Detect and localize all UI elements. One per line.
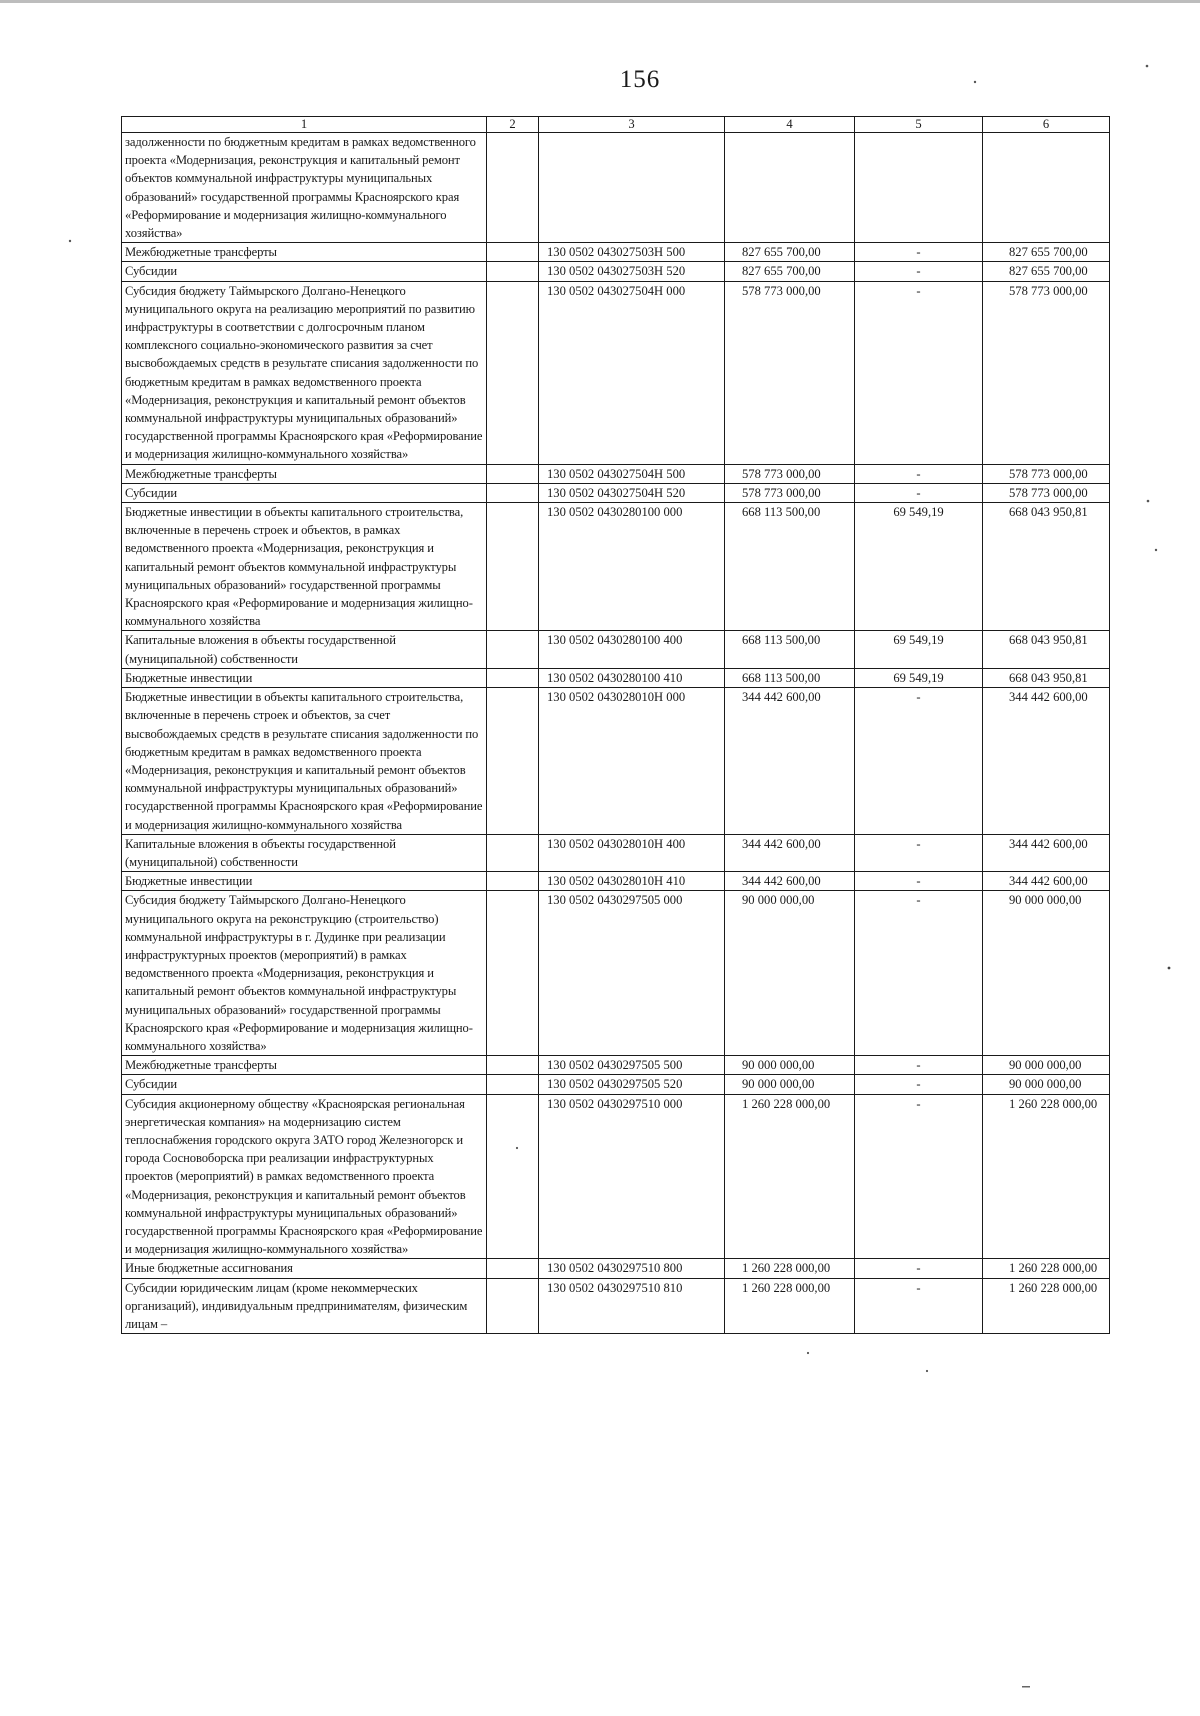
amount-cell [725,133,855,243]
column-header: 3 [539,117,725,133]
budget-code-cell: 130 0502 043027504Н 520 [539,483,725,502]
budget-code-cell [539,133,725,243]
row-name-cell: Бюджетные инвестиции [122,668,487,687]
column-2-cell [487,872,539,891]
amount-cell: 90 000 000,00 [725,1056,855,1075]
total-cell: 668 043 950,81 [983,631,1110,668]
budget-code-cell: 130 0502 0430280100 000 [539,503,725,631]
change-cell: 69 549,19 [855,668,983,687]
budget-code-cell: 130 0502 0430297505 000 [539,891,725,1056]
row-name-cell: Субсидии [122,483,487,502]
budget-code-cell: 130 0502 0430297510 800 [539,1259,725,1278]
table-row [122,483,1110,502]
amount-cell: 90 000 000,00 [725,1075,855,1094]
column-2-cell [487,133,539,243]
total-cell: 344 442 600,00 [983,688,1110,835]
table-body [122,133,1110,1334]
column-header: 6 [983,117,1110,133]
column-2-cell [487,891,539,1056]
amount-cell: 344 442 600,00 [725,834,855,871]
column-2-cell [487,483,539,502]
row-name-cell: Иные бюджетные ассигнования [122,1259,487,1278]
scan-top-edge [0,0,1200,3]
change-cell: - [855,872,983,891]
table-row [122,1259,1110,1278]
row-name-cell: Бюджетные инвестиции в объекты капитального строительства, включенные в перечень строек и объектов, в рамках ведомственного проекта «Модернизация, реконструкция и капитальный ремонт объектов коммунальной инфраструктуры муниципальных образований» государственной программы Красноярского края «Реформирование и модернизация жилищно-коммунального хозяйства [122,503,487,631]
column-2-cell [487,503,539,631]
table-row [122,1056,1110,1075]
budget-code-cell: 130 0502 043027503Н 500 [539,243,725,262]
row-name-cell: Субсидии юридическим лицам (кроме некоммерческих организаций), индивидуальным предпринимателям, физическим лицам – [122,1278,487,1334]
column-header: 4 [725,117,855,133]
table-row [122,262,1110,281]
budget-code-cell: 130 0502 043028010Н 400 [539,834,725,871]
column-2-cell [487,834,539,871]
budget-code-cell: 130 0502 043028010Н 000 [539,688,725,835]
row-name-cell: Субсидии [122,262,487,281]
budget-table [121,116,1110,1334]
budget-code-cell: 130 0502 0430280100 400 [539,631,725,668]
total-cell: 578 773 000,00 [983,464,1110,483]
total-cell: 344 442 600,00 [983,834,1110,871]
table-row [122,1094,1110,1259]
amount-cell: 1 260 228 000,00 [725,1094,855,1259]
total-cell: 578 773 000,00 [983,281,1110,464]
table-row [122,872,1110,891]
total-cell: 827 655 700,00 [983,262,1110,281]
budget-code-cell: 130 0502 043027504Н 500 [539,464,725,483]
change-cell: - [855,1259,983,1278]
total-cell: 90 000 000,00 [983,891,1110,1056]
row-name-cell: Капитальные вложения в объекты государственной (муниципальной) собственности [122,834,487,871]
row-name-cell: Субсидии [122,1075,487,1094]
total-cell: 578 773 000,00 [983,483,1110,502]
table-row [122,891,1110,1056]
amount-cell: 344 442 600,00 [725,872,855,891]
row-name-cell: Капитальные вложения в объекты государственной (муниципальной) собственности [122,631,487,668]
row-name-cell: задолженности по бюджетным кредитам в рамках ведомственного проекта «Модернизация, реконструкция и капитальный ремонт объектов коммунальной инфраструктуры муниципальных образований» государственной программы Красноярского края «Реформирование и модернизация жилищно-коммунального хозяйства» [122,133,487,243]
table-row [122,668,1110,687]
change-cell: - [855,464,983,483]
total-cell: 1 260 228 000,00 [983,1259,1110,1278]
column-header: 5 [855,117,983,133]
budget-code-cell: 130 0502 0430297505 500 [539,1056,725,1075]
column-2-cell [487,631,539,668]
change-cell: - [855,1094,983,1259]
page-number: 156 [619,66,661,93]
amount-cell: 827 655 700,00 [725,243,855,262]
total-cell: 344 442 600,00 [983,872,1110,891]
amount-cell: 1 260 228 000,00 [725,1278,855,1334]
column-2-cell [487,1056,539,1075]
change-cell: - [855,1278,983,1334]
amount-cell: 578 773 000,00 [725,464,855,483]
column-2-cell [487,1094,539,1259]
column-header: 1 [122,117,487,133]
table-row [122,834,1110,871]
change-cell: - [855,1075,983,1094]
table-row [122,1278,1110,1334]
budget-code-cell: 130 0502 043028010Н 410 [539,872,725,891]
table-row [122,688,1110,835]
column-2-cell [487,1278,539,1334]
total-cell [983,133,1110,243]
table-row [122,464,1110,483]
amount-cell: 668 113 500,00 [725,503,855,631]
amount-cell: 344 442 600,00 [725,688,855,835]
budget-code-cell: 130 0502 0430297505 520 [539,1075,725,1094]
table-row [122,1075,1110,1094]
budget-code-cell: 130 0502 043027504Н 000 [539,281,725,464]
table-row [122,243,1110,262]
total-cell: 827 655 700,00 [983,243,1110,262]
change-cell: - [855,1056,983,1075]
row-name-cell: Межбюджетные трансферты [122,464,487,483]
total-cell: 668 043 950,81 [983,668,1110,687]
budget-code-cell: 130 0502 0430280100 410 [539,668,725,687]
change-cell: - [855,891,983,1056]
table-row [122,631,1110,668]
change-cell: - [855,483,983,502]
row-name-cell: Межбюджетные трансферты [122,1056,487,1075]
column-2-cell [487,281,539,464]
column-2-cell [487,1259,539,1278]
change-cell: 69 549,19 [855,503,983,631]
table-row [122,133,1110,243]
column-number-row [122,117,1110,133]
change-cell: - [855,243,983,262]
change-cell [855,133,983,243]
row-name-cell: Субсидия бюджету Таймырского Долгано-Ненецкого муниципального округа на реконструкцию (строительство) коммунальной инфраструктуры в г. Дудинке при реализации инфраструктурных проектов (мероприятий) в рамках ведомственного проекта «Модернизация, реконструкция и капитальный ремонт объектов коммунальной инфраструктуры муниципальных образований» государственной программы Красноярского края «Реформирование и модернизация жилищно-коммунального хозяйства» [122,891,487,1056]
budget-code-cell: 130 0502 043027503Н 520 [539,262,725,281]
change-cell: - [855,834,983,871]
column-header: 2 [487,117,539,133]
budget-code-cell: 130 0502 0430297510 810 [539,1278,725,1334]
total-cell: 1 260 228 000,00 [983,1094,1110,1259]
row-name-cell: Субсидия бюджету Таймырского Долгано-Ненецкого муниципального округа на реализацию мероприятий по развитию инфраструктуры в соответствии с долгосрочным планом комплексного социально-экономического развития за счет высвобождаемых средств в результате списания задолженности по бюджетным кредитам в рамках ведомственного проекта «Модернизация, реконструкция и капитальный ремонт объектов коммунальной инфраструктуры муниципальных образований» государственной программы Красноярского края «Реформирование и модернизация жилищно-коммунального хозяйства» [122,281,487,464]
row-name-cell: Бюджетные инвестиции в объекты капитального строительства, включенные в перечень строек и объектов, за счет высвобождаемых средств в результате списания задолженности по бюджетным кредитам в рамках ведомственного проекта «Модернизация, реконструкция и капитальный ремонт объектов коммунальной инфраструктуры муниципальных образований» государственной программы Красноярского края «Реформирование и модернизация жилищно-коммунального хозяйства [122,688,487,835]
row-name-cell: Субсидия акционерному обществу «Красноярская региональная энергетическая компания» на модернизацию систем теплоснабжения городского округа ЗАТО город Железногорск и города Сосновоборска при реализации инфраструктурных проектов (мероприятий) в рамках ведомственного проекта «Модернизация, реконструкция и капитальный ремонт объектов коммунальной инфраструктуры муниципальных образований» государственной программы Красноярского края «Реформирование и модернизация жилищно-коммунального хозяйства» [122,1094,487,1259]
column-2-cell [487,688,539,835]
change-cell: 69 549,19 [855,631,983,668]
change-cell: - [855,688,983,835]
total-cell: 90 000 000,00 [983,1056,1110,1075]
column-2-cell [487,668,539,687]
amount-cell: 90 000 000,00 [725,891,855,1056]
total-cell: 90 000 000,00 [983,1075,1110,1094]
amount-cell: 668 113 500,00 [725,631,855,668]
column-2-cell [487,243,539,262]
amount-cell: 578 773 000,00 [725,483,855,502]
change-cell: - [855,262,983,281]
column-2-cell [487,1075,539,1094]
row-name-cell: Бюджетные инвестиции [122,872,487,891]
amount-cell: 1 260 228 000,00 [725,1259,855,1278]
amount-cell: 827 655 700,00 [725,262,855,281]
total-cell: 1 260 228 000,00 [983,1278,1110,1334]
column-2-cell [487,464,539,483]
amount-cell: 668 113 500,00 [725,668,855,687]
total-cell: 668 043 950,81 [983,503,1110,631]
table-row [122,503,1110,631]
column-2-cell [487,262,539,281]
table-row [122,281,1110,464]
change-cell: - [855,281,983,464]
budget-code-cell: 130 0502 0430297510 000 [539,1094,725,1259]
amount-cell: 578 773 000,00 [725,281,855,464]
row-name-cell: Межбюджетные трансферты [122,243,487,262]
